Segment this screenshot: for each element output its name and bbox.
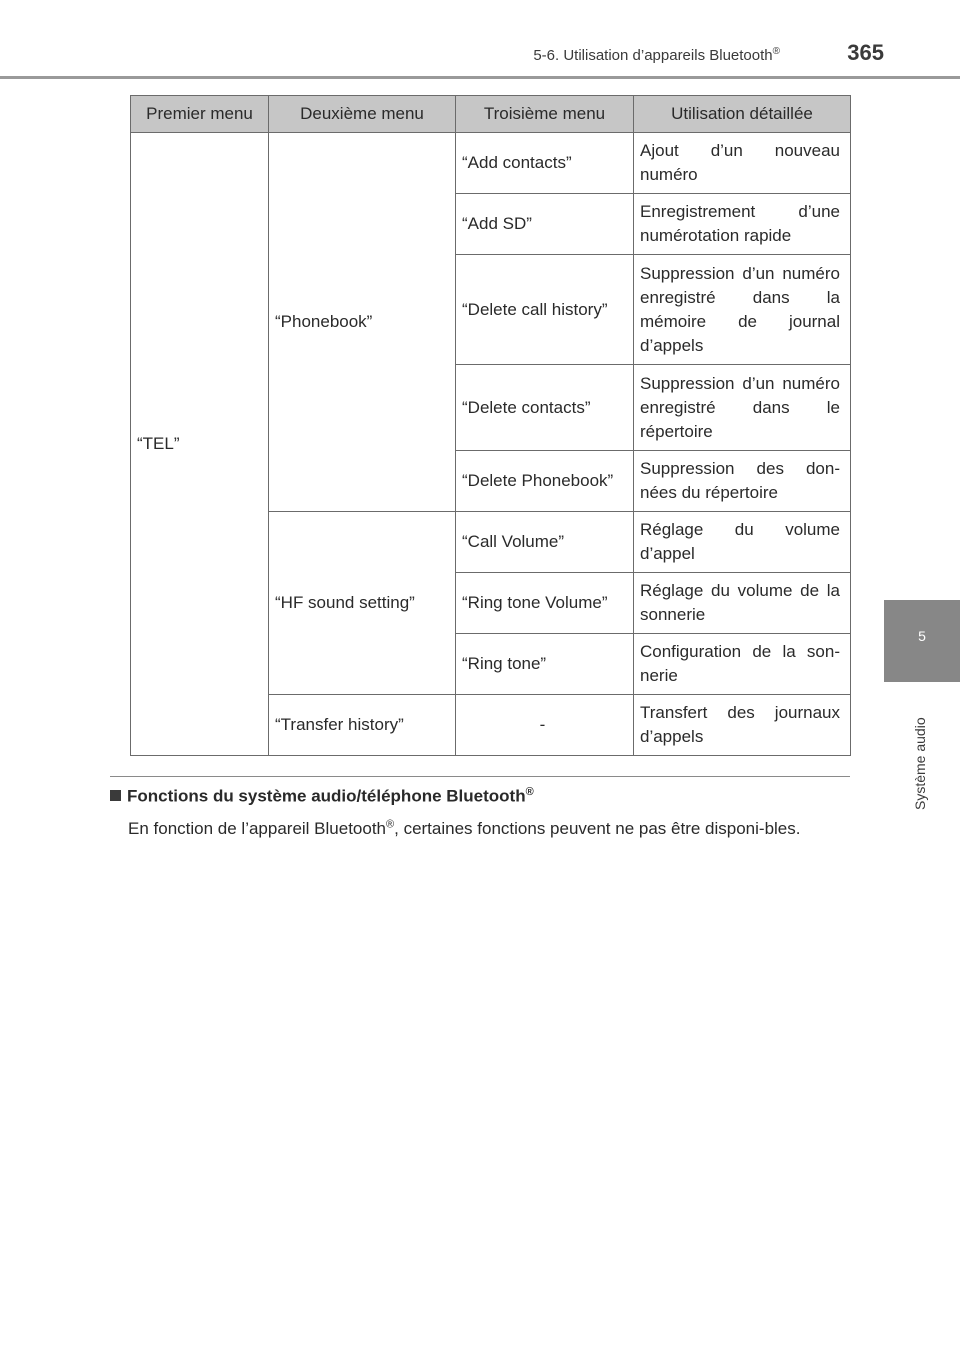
- column-header: Troisième menu: [456, 96, 634, 133]
- chapter-number: 5: [918, 628, 926, 644]
- table-row: [131, 133, 851, 194]
- detail-cell: Suppression d’un numéro enregistré dans la mémoire de journal d’appels: [634, 255, 851, 365]
- third-menu-cell: “Ring tone”: [456, 634, 634, 695]
- detail-cell: Suppression d’un numéro enregistré dans le répertoire: [634, 365, 851, 451]
- section-title: [533, 46, 780, 64]
- third-menu-cell: -: [456, 695, 634, 756]
- detail-cell: Configuration de la son-nerie: [634, 634, 851, 695]
- chapter-label: Système audio: [912, 717, 928, 810]
- note-heading-text: Fonctions du système audio/téléphone Bluetooth: [127, 786, 526, 806]
- column-header: Deuxième menu: [269, 96, 456, 133]
- third-menu-cell: “Add SD”: [456, 194, 634, 255]
- third-menu-cell: “Call Volume”: [456, 512, 634, 573]
- square-bullet-icon: [110, 790, 121, 801]
- note-body-text: , certaines fonctions peuvent ne pas être disponi-bles.: [394, 819, 801, 838]
- third-menu-cell: “Delete Phonebook”: [456, 451, 634, 512]
- second-menu-cell: “Phonebook”: [269, 133, 456, 512]
- page-number: 365: [847, 40, 884, 65]
- first-menu-cell: “TEL”: [131, 133, 269, 756]
- section-divider: [110, 776, 850, 777]
- note-body-text: En fonction de l’appareil Bluetooth: [128, 819, 387, 838]
- detail-cell: Suppression des don-nées du répertoire: [634, 451, 851, 512]
- table-header-row: [131, 96, 851, 133]
- detail-cell: Réglage du volume d’appel: [634, 512, 851, 573]
- third-menu-cell: “Add contacts”: [456, 133, 634, 194]
- column-header: Utilisation détaillée: [634, 96, 851, 133]
- note-body: [128, 815, 850, 842]
- third-menu-cell: “Ring tone Volume”: [456, 573, 634, 634]
- detail-cell: Enregistrement d’une numérotation rapide: [634, 194, 851, 255]
- detail-cell: Transfert des journaux d’appels: [634, 695, 851, 756]
- registered-mark: ®: [525, 786, 534, 798]
- page-header: [0, 0, 960, 80]
- third-menu-cell: “Delete call history”: [456, 255, 634, 365]
- chapter-tab: [884, 600, 960, 682]
- menu-table: [130, 95, 851, 756]
- second-menu-cell: “Transfer history”: [269, 695, 456, 756]
- third-menu-cell: “Delete contacts”: [456, 365, 634, 451]
- section-title-text: 5-6. Utilisation d’appareils Bluetooth: [533, 47, 773, 64]
- note-heading: [110, 786, 534, 807]
- detail-cell: Réglage du volume de la sonnerie: [634, 573, 851, 634]
- column-header: Premier menu: [131, 96, 269, 133]
- registered-mark: ®: [386, 818, 395, 831]
- detail-cell: Ajout d’un nouveau numéro: [634, 133, 851, 194]
- registered-mark: ®: [772, 46, 780, 57]
- second-menu-cell: “HF sound setting”: [269, 512, 456, 695]
- header-rule: [0, 76, 960, 79]
